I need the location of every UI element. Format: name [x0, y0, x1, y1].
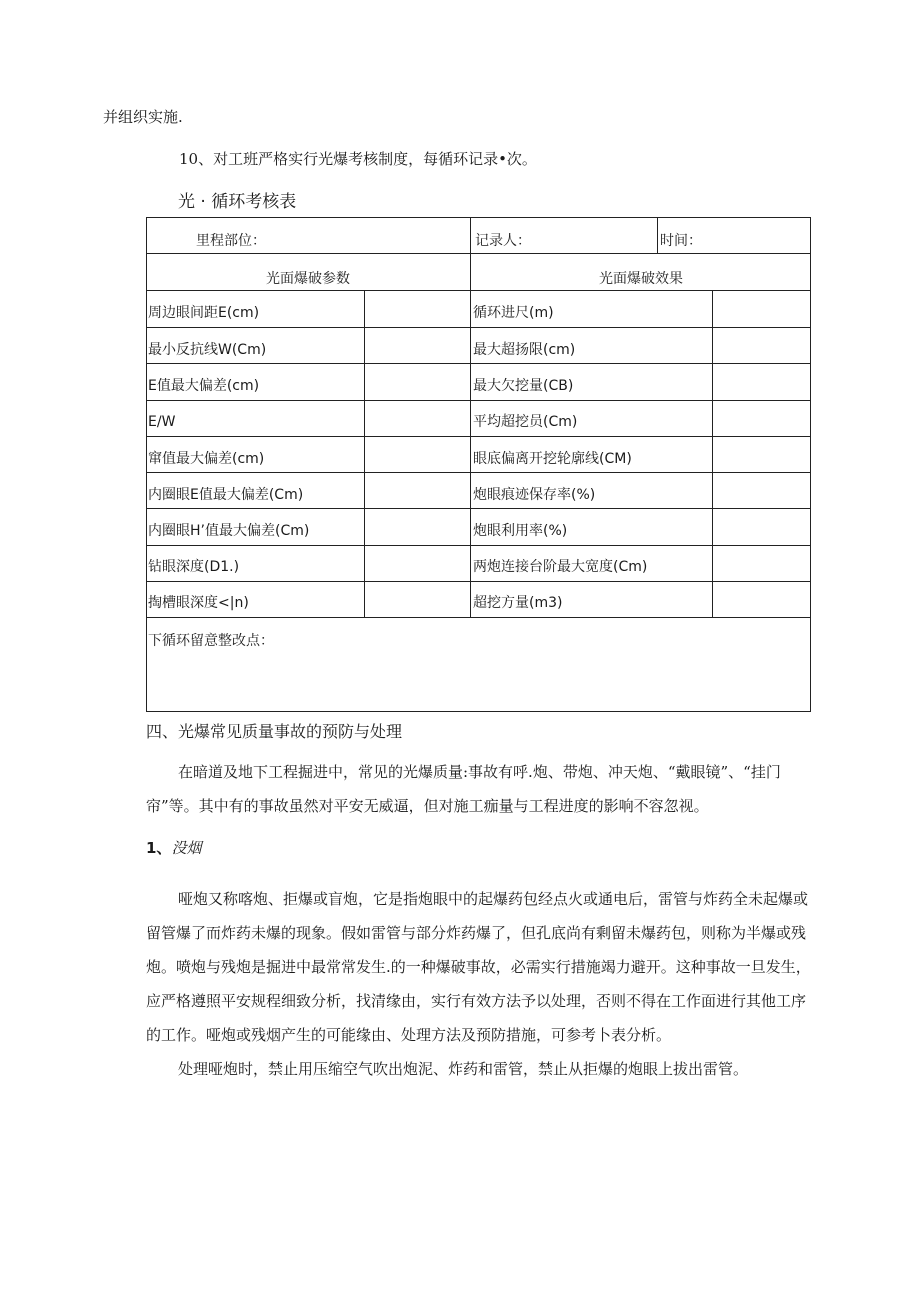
- row-right-label: 最大超扬限(cm): [473, 342, 576, 358]
- row-left-label: 内圈眼H’值最大偏差(Cm): [148, 523, 310, 539]
- para-2-line-3: 炮。喷炮与残炮是掘进中最常常发生.的一种爆破事故，必需实行措施竭力避开。这种事故一旦发生，: [146, 958, 811, 976]
- right-group-heading: 光面爆破效果: [599, 271, 683, 287]
- row-right-label: 超挖方量(m3): [473, 595, 563, 611]
- subsection-1-heading: [146, 838, 201, 858]
- para-3-line-1: 处理哑炮时，禁止用压缩空气吹出炮泥、炸药和雷管，禁止从拒爆的炮眼上拔出雷管。: [178, 1060, 749, 1078]
- row-right-label: 最大欠挖量(CB): [473, 378, 574, 394]
- section-4-para-line-1: 在暗道及地下工程掘进中，常见的光爆质量:事故有呼.炮、带炮、冲天炮、“戴眼镜”、“挂门: [178, 763, 781, 781]
- row-right-label: 两炮连接台阶最大宽度(Cm): [473, 559, 648, 575]
- header-mileage: 里程部位：: [196, 233, 266, 249]
- row-right-label: 平均超挖员(Cm): [473, 414, 578, 430]
- row-right-label: 炮眼痕迹保存率(%): [473, 487, 596, 503]
- para-2-line-1: 哑炮又称喀炮、拒爆或盲炮，它是指炮眼中的起爆药包经点火或通电后，雷管与炸药全未起爆或: [178, 890, 809, 908]
- row-left-label: E/W: [148, 414, 176, 430]
- para-2-line-2: 留管爆了而炸药未爆的现象。假如雷管与部分炸药爆了，但孔底尚有剩留未爆药包，则称为半爆或残: [146, 924, 807, 942]
- row-left-label: 掏槽眼深度<|n): [148, 595, 249, 611]
- row-right-label: 炮眼利用率(%): [473, 523, 568, 539]
- row-left-label: 内圈眼E值最大偏差(Cm): [148, 487, 304, 503]
- row-left-label: 最小反抗线W(Cm): [148, 342, 267, 358]
- subsection-title: 没烟: [171, 839, 202, 857]
- notes-label: 下循环留意整改点：: [148, 633, 274, 649]
- row-right-label: 循环进尺(m): [473, 305, 554, 321]
- intro-line-1: 并组织实施.: [103, 108, 183, 126]
- header-time: 时间：: [660, 233, 702, 249]
- row-right-label: 眼底偏离开挖轮廓线(CM): [473, 451, 632, 467]
- para-2-line-5: 的工作。哑炮或残烟产生的可能缘由、处理方法及预防措施，可参考卜表分析。: [146, 1026, 672, 1044]
- section-4-para-line-2: 帘”等。其中有的事故虽然对平安无威逼，但对施工痂量与工程进度的影响不容忽视。: [146, 797, 709, 815]
- row-left-label: E值最大偏差(cm): [148, 378, 260, 394]
- section-4-heading: 四、光爆常见质量事故的预防与处理: [146, 722, 403, 741]
- row-left-label: 钻眼深度(D1.): [148, 559, 240, 575]
- left-group-heading: 光面爆破参数: [266, 271, 350, 287]
- table-title: 光 · 循环考核表: [178, 192, 297, 212]
- header-recorder: 记录人：: [475, 233, 531, 249]
- intro-line-2: 10、对工班严格实行光爆考核制度，每循环记录•次。: [179, 150, 537, 168]
- para-2-line-4: 应严格遵照平安规程细致分析，找清缘由，实行有效方法予以处理，否则不得在工作面进行其他工序: [146, 992, 807, 1010]
- subsection-number: 1、: [146, 839, 172, 857]
- row-left-label: 周边眼间距E(cm): [148, 305, 260, 321]
- row-left-label: 窜值最大偏差(cm): [148, 451, 265, 467]
